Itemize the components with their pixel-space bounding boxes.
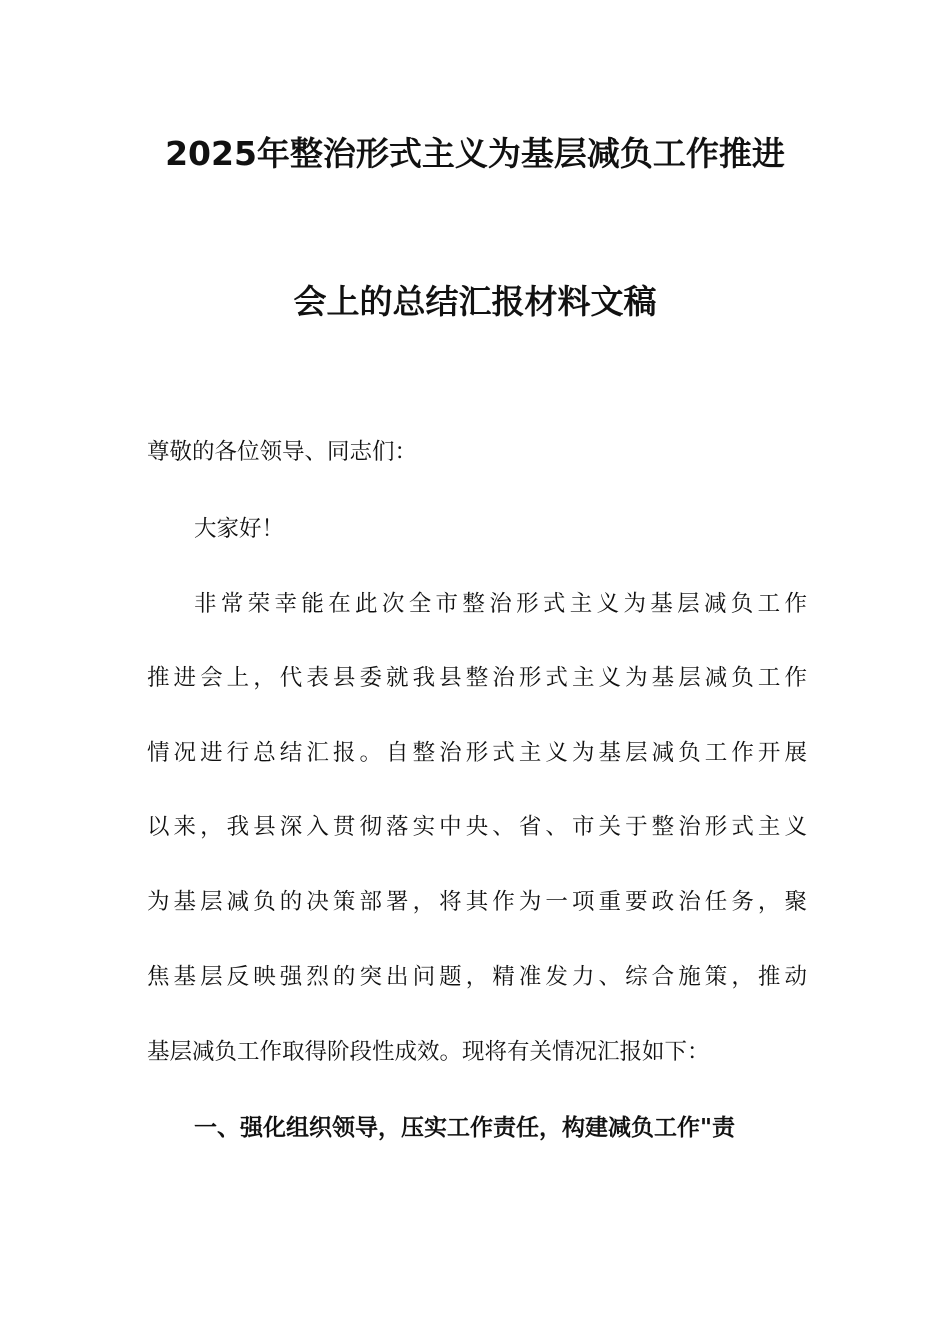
paragraph-line: 以来，我县深入贯彻落实中央、省、市关于整治形式主义: [147, 814, 807, 840]
document-title-line-1: 2025年整治形式主义为基层减负工作推进: [165, 134, 785, 173]
greeting: 大家好！: [194, 516, 285, 542]
paragraph-line: 焦基层反映强烈的突出问题，精准发力、综合施策，推动: [147, 964, 807, 990]
salutation: 尊敬的各位领导、同志们：: [147, 439, 418, 465]
paragraph-line: 推进会上，代表县委就我县整治形式主义为基层减负工作: [147, 665, 807, 691]
section-heading: 一、强化组织领导，压实工作责任，构建减负工作"责: [194, 1115, 735, 1141]
paragraph-line: 为基层减负的决策部署，将其作为一项重要政治任务，聚: [147, 889, 807, 915]
paragraph-line: 情况进行总结汇报。自整治形式主义为基层减负工作开展: [147, 740, 807, 766]
document-title-line-2: 会上的总结汇报材料文稿: [293, 282, 657, 321]
paragraph-line: 非常荣幸能在此次全市整治形式主义为基层减负工作: [194, 591, 807, 617]
paragraph-line: 基层减负工作取得阶段性成效。现将有关情况汇报如下：: [147, 1039, 710, 1065]
